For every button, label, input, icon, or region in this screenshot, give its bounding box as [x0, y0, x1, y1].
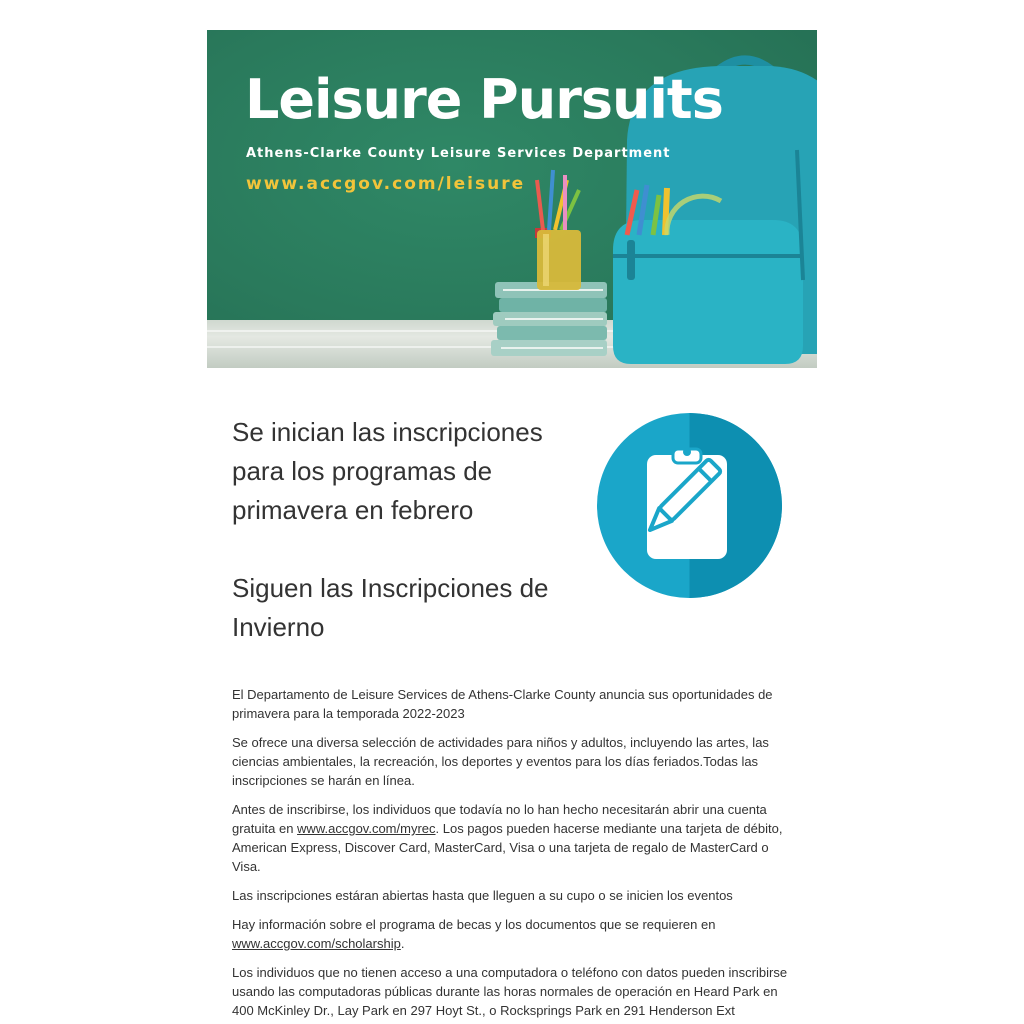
banner-url[interactable]: www.accgov.com/leisure [246, 174, 526, 194]
heading-spring-registration: Se inician las inscripciones para los programas de primavera en febrero [232, 417, 543, 525]
article-body [232, 685, 796, 1024]
paragraph-activities: Se ofrece una diversa selección de actividades para niños y adultos, incluyendo las artes, las ciencias ambientales, la recreación, los deportes y eventos para los días feriados.Todas las inscripciones se harán en línea. [232, 735, 769, 788]
myrec-link[interactable]: www.accgov.com/myrec [297, 821, 436, 836]
paragraph-intro: El Departamento de Leisure Services de Athens-Clarke County anuncia sus oportunidades de primavera para la temporada 2022-2023 [232, 687, 773, 721]
scholarship-link[interactable]: www.accgov.com/scholarship [232, 936, 401, 951]
paragraph-account-text-2: . Los pagos pueden hacerse mediante una tarjeta de débito, American Express, Discover Card, MasterCard, Visa o una tarjeta de regalo de MasterCard o Visa. [232, 821, 783, 874]
paragraph-scholarship-text-2: . [400, 936, 405, 951]
paragraph-scholarship-text-1: Hay información sobre el programa de becas y los documentos que se requieren en [232, 917, 716, 932]
heading-winter-registration: Siguen las Inscripciones de Invierno [232, 573, 549, 642]
paragraph-public-computers: Los individuos que no tienen acceso a una computadora o teléfono con datos pueden inscribirse usando las computadoras públicas durante las horas normales de operación en Heard Park en 400 McKinley Dr., Lay Park en 297 Hoyt St., o Rocksprings Park en 291 Henderson Ext [232, 965, 788, 1018]
books-stack-icon [491, 282, 607, 356]
pencil-cup-icon [535, 170, 581, 290]
clipboard-pencil-icon [597, 413, 782, 598]
banner-title: Leisure Pursuits [245, 68, 723, 131]
paragraph-open-until: Las inscripciones estáran abiertas hasta que lleguen a su cupo o se inicien los eventos [232, 888, 733, 903]
paragraph-scholarship [232, 915, 796, 953]
banner-department: Athens-Clarke County Leisure Services Department [246, 146, 671, 161]
paragraph-account-text-1: Antes de inscribirse, los individuos que todavía no lo han hecho necesitarán abrir una cuenta gratuita en [232, 802, 767, 836]
paragraph-account [232, 800, 796, 876]
header-banner [207, 30, 817, 368]
